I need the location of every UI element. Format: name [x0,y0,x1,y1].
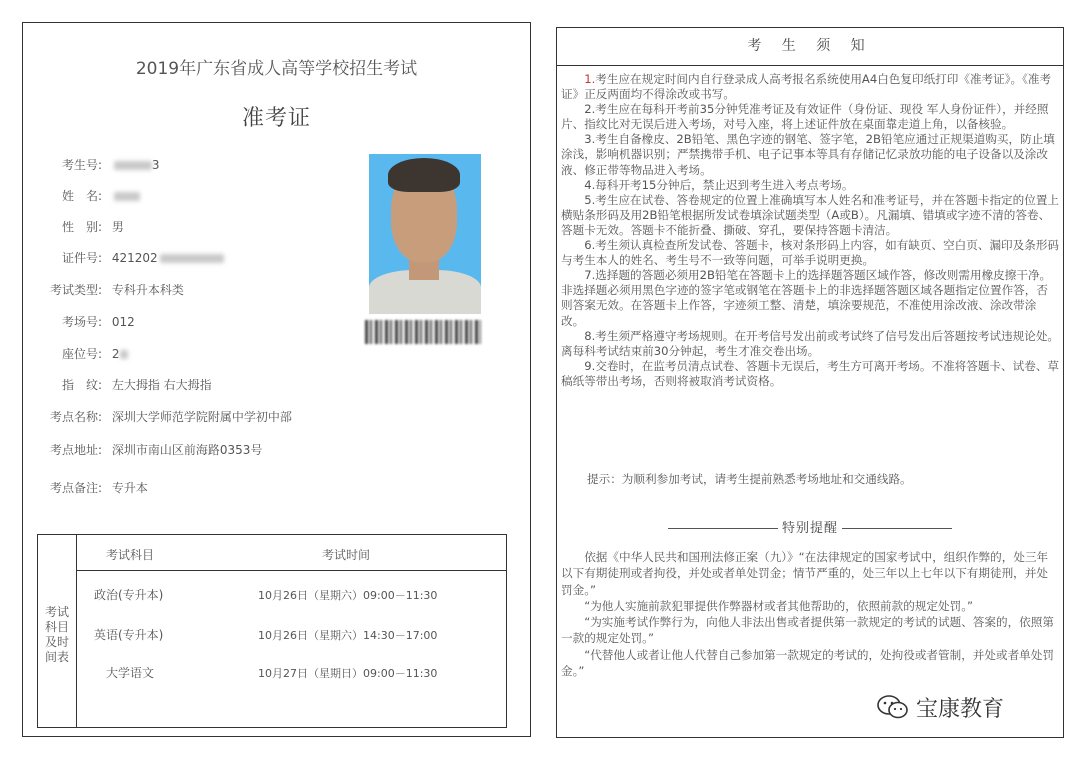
exam-number-suffix: 3 [151,158,160,172]
exam-type-row [32,281,184,298]
exam-number-row [46,156,159,173]
exam-type-value: 专科升本科类 [111,283,184,297]
schedule-row-subject: 英语(专升本) [94,628,164,642]
schedule-side-label: 考试 科目 及时 间表 [44,605,69,664]
watermark-text: 宝康教育 [916,697,1005,722]
exam-type-label: 考试类型: [49,283,102,297]
site-name-label: 考点名称: [49,410,102,424]
ticket-subtitle: 准考证 [241,106,311,131]
gender-row [46,218,124,235]
exam-schedule-table [37,534,507,728]
schedule-header-time: 考试时间 [322,548,371,562]
notice-item: 3.考生自备橡皮、2B铅笔、黑色字迹的钢笔、签字笔，2B铅笔应通过正规渠道购买，防止填涂浅，影响机器识别；严禁携带手机、电子记事本等具有存储记忆录放功能的电子设备以及涂改液、修正带等物品进入考场。 [561,132,1055,177]
candidate-notice [556,27,1064,738]
wechat-icon [876,694,910,720]
site-address-label: 考点地址: [49,443,102,457]
reminder-paragraph: “为实施考试作弊行为，向他人非法出售或者提供第一款规定的考试的试题、答案的，依照第一款的规定处罚。” [561,615,1054,646]
schedule-header-subject: 考试科目 [106,548,155,562]
notice-item: 4.每科开考15分钟后，禁止迟到考生进入考点考场。 [584,177,854,192]
name-redacted [114,192,140,201]
site-note-row [32,479,148,496]
site-address-row [32,441,262,458]
reminder-text [561,549,1059,679]
room-label: 考场号: [61,315,102,329]
fingerprint-value: 左大拇指 右大拇指 [111,378,212,392]
reminder-paragraph: “代替他人或者让他人代替自己参加第一款规定的考试的，处拘役或者管制，并处或者单处罚金。” [561,647,1054,679]
notice-item: 1.考生应在规定时间内自行登录成人高考报名系统使用A4白色复印纸打印《准考证》。《准考证》正反两面均不得涂改或书写。 [561,72,1052,102]
notice-item: 7.选择题的答题必须用2B铅笔在答题卡上的选择题答题区域作答，修改则需用橡皮擦干净。非选择题必须用黑色字迹的签字笔或钢笔在答题卡上的非选择题答题区域各题指定位置作答，否则答案无效。在答题卡上作答，字迹须工整、清楚，填涂要规范，不准使用涂改液、涂改带涂改。 [561,268,1052,328]
id-label: 证件号: [61,251,102,265]
exam-number-redacted [114,161,152,170]
gender-value: 男 [111,220,124,234]
notice-item: 6.考生须认真检查所发试卷、答题卡，核对条形码上内容，如有缺页、空白页、漏印及条形码与考生本人的姓名、考生号不一致等问题，可举手说明更换。 [561,238,1060,268]
site-name-value: 深圳大学师范学院附属中学初中部 [111,410,292,424]
schedule-row-subject: 大学语文 [106,666,155,680]
fingerprint-row [46,376,212,393]
reminder-paragraph: 依据《中华人民共和国刑法修正案（九）》“在法律规定的国家考试中，组织作弊的，处三年以下有期徒刑或者拘役，并处或者单处罚金；情节严重的，处三年以上七年以下有期徒刑，并处罚金。” [561,550,1049,597]
room-value: 012 [111,315,135,329]
site-note-value: 专升本 [111,481,148,495]
reminder-heading: 特别提醒 [645,517,975,536]
notice-heading: 考 生 须 知 [557,28,1063,66]
barcode [365,320,481,344]
fingerprint-label: 指 纹: [61,378,102,392]
id-redacted [160,254,224,263]
candidate-photo [369,154,481,314]
notice-item: 9.交卷时，在监考员清点试卷、答题卡无误后，考生方可离开考场。不准将答题卡、试卷、草稿纸等带出考场，否则将被取消考试资格。 [561,358,1060,388]
seat-redacted [120,350,128,359]
notice-item: 5.考生应在试卷、答卷规定的位置上准确填写本人姓名和准考证号，并在答题卡指定的位置上横贴条形码及用2B铅笔根据所发试卷填涂试题类型（A或B）。凡漏填、错填或字迹不清的答卷、答题卡无效。答题卡不能折叠、撕破、穿孔，要保持答题卡清洁。 [561,192,1060,237]
schedule-row-subject: 政治(专升本) [94,588,164,602]
name-label: 姓 名: [61,189,102,203]
schedule-row-time: 10月27日（星期日）09:00－11:30 [258,667,438,680]
site-name-row [32,408,292,425]
seat-row [46,345,128,362]
site-address-value: 深圳市南山区前海路0353号 [111,443,263,457]
id-row [46,249,224,266]
seat-label: 座位号: [61,347,102,361]
room-row [46,313,135,330]
ticket-title: 2019年广东省成人高等学校招生考试 [135,59,418,79]
name-row [46,187,140,204]
reminder-paragraph: “为他人实施前款犯罪提供作弊器材或者其他帮助的，依照前款的规定处罚。” [584,598,973,613]
exam-number-label: 考生号: [61,158,102,172]
site-note-label: 考点备注: [49,481,102,495]
schedule-row-time: 10月26日（星期六）14:30－17:00 [258,629,438,642]
notice-items [561,72,1059,389]
notice-item: 2.考生应在每科开考前35分钟凭准考证及有效证件（身份证、现役 军人身份证件），并经照片、指纹比对无误后进入考场，对号入座，将上述证件放在桌面靠走道上角，以备核验。 [561,102,1049,132]
watermark [876,692,1004,723]
gender-label: 性 别: [61,220,102,234]
notice-item: 8.考生须严格遵守考场规则。在开考信号发出前或考试终了信号发出后答题按考试违规论处。离每科考试结束前30分钟起，考生才准交卷出场。 [561,328,1060,358]
schedule-row-time: 10月26日（星期六）09:00－11:30 [258,589,438,602]
notice-tip: 提示：为顺利参加考试，请考生提前熟悉考场地址和交通线路。 [587,472,912,486]
admission-ticket [22,22,531,737]
seat-value: 2 [111,347,120,361]
id-prefix: 421202 [111,251,158,265]
